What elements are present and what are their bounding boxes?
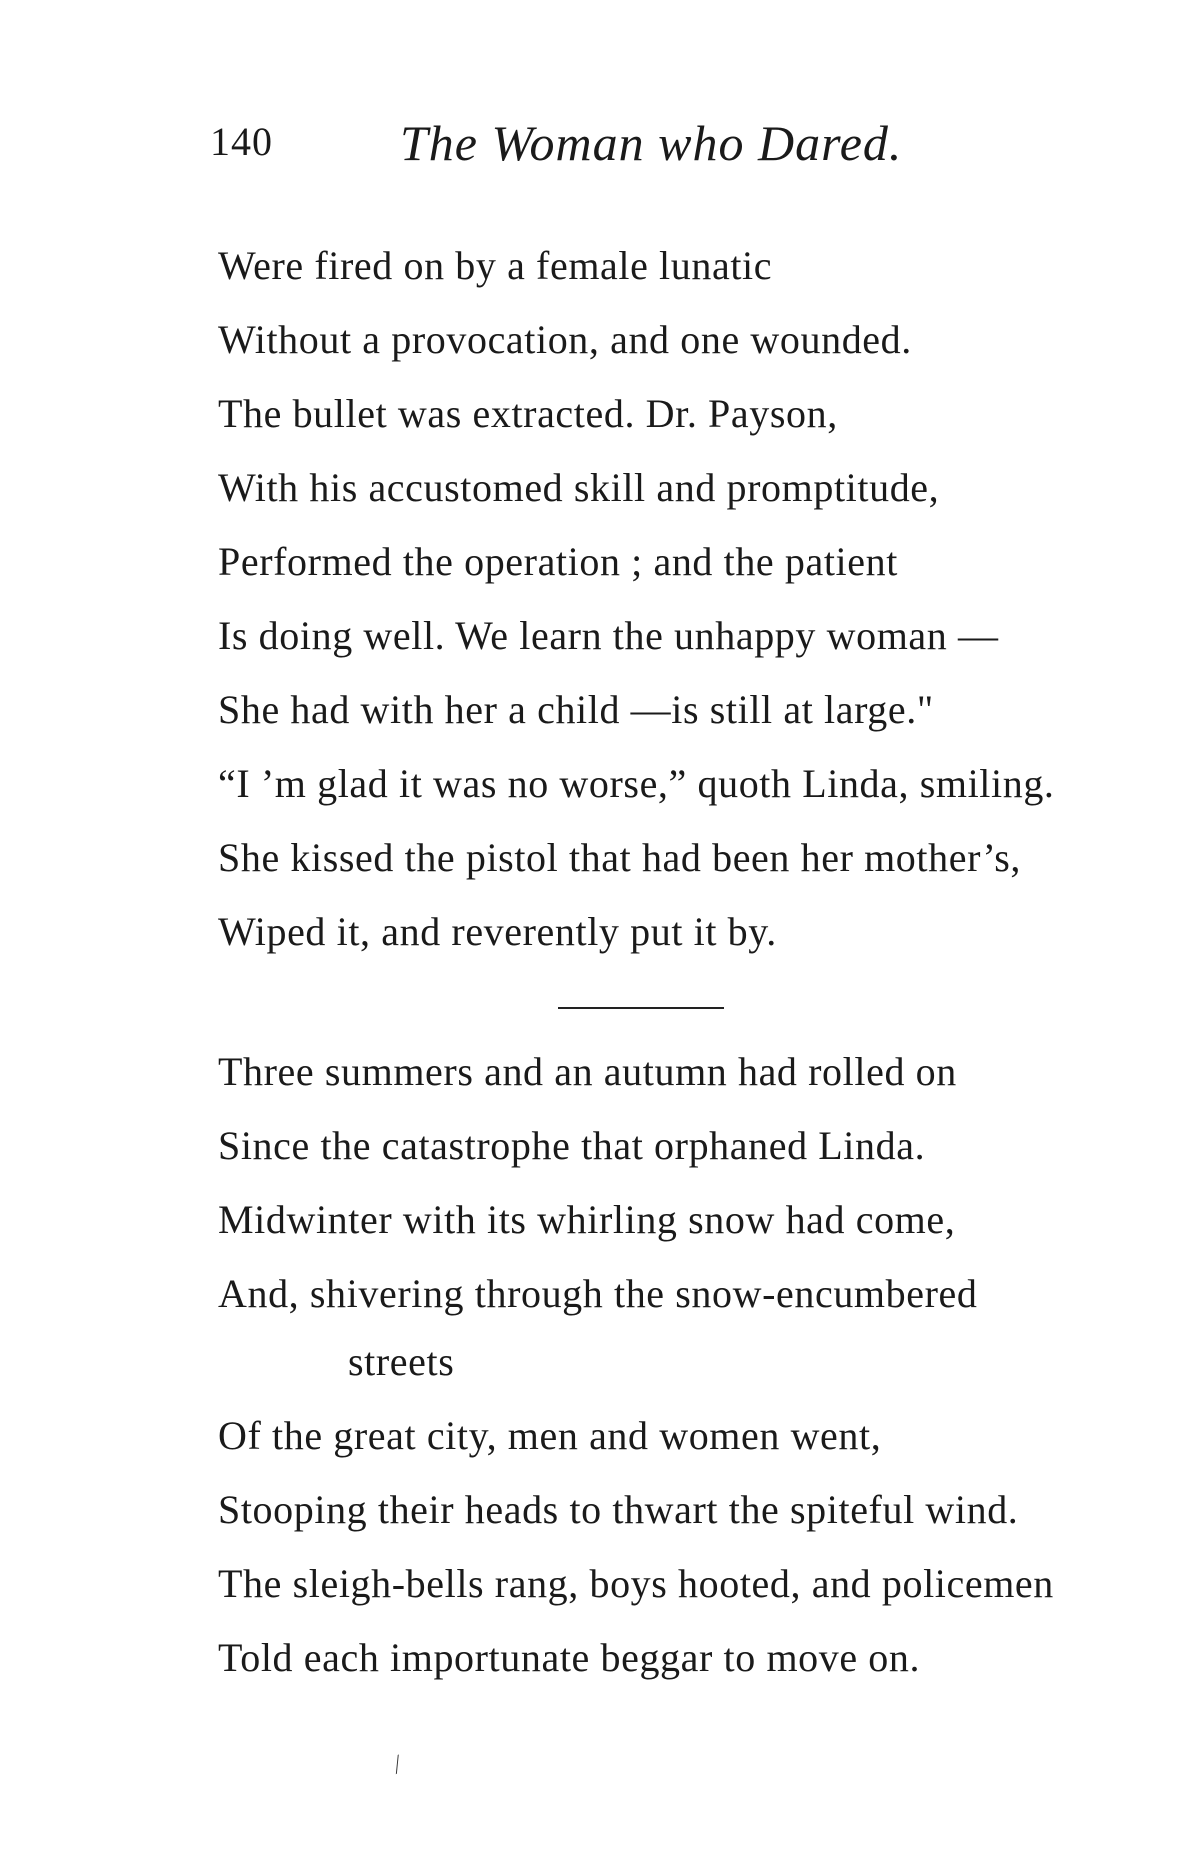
- verse-line: Since the catastrophe that orphaned Linda.: [218, 1123, 926, 1168]
- verse-line: Wiped it, and reverently put it by.: [218, 909, 777, 954]
- verse-line: Is doing well. We learn the unhappy woman —: [218, 613, 999, 658]
- section-divider: [558, 1007, 724, 1009]
- verse-line: Were fired on by a female lunatic: [218, 243, 773, 288]
- verse-line: Told each importunate beggar to move on.: [218, 1635, 921, 1680]
- verse-line: With his accustomed skill and promptitude,: [218, 465, 940, 510]
- verse-line: Midwinter with its whirling snow had come,: [218, 1197, 956, 1242]
- verse-line: Three summers and an autumn had rolled on: [218, 1049, 957, 1094]
- verse-line: Stooping their heads to thwart the spiteful wind.: [218, 1487, 1019, 1532]
- verse-line: Without a provocation, and one wounded.: [218, 317, 912, 362]
- page-number: 140: [210, 119, 273, 164]
- verse-line: The bullet was extracted. Dr. Payson,: [218, 391, 838, 436]
- page-header: [210, 115, 1110, 188]
- verse-line: She kissed the pistol that had been her mother’s,: [218, 835, 1021, 880]
- verse-line: Of the great city, men and women went,: [218, 1413, 882, 1458]
- verse-line: “I ’m glad it was no worse,” quoth Linda, smiling.: [218, 761, 1055, 806]
- verse-line: She had with her a child —is still at large.": [218, 687, 934, 732]
- verse-line: Performed the operation ; and the patient: [218, 539, 898, 584]
- verse-line: And, shivering through the snow-encumbered: [218, 1271, 978, 1316]
- verse-line: The sleigh-bells rang, boys hooted, and policemen: [218, 1561, 1054, 1606]
- running-title: The Woman who Dared.: [400, 115, 903, 171]
- stray-ink-mark: ⁄: [389, 1752, 406, 1778]
- verse-line-continuation: streets: [348, 1339, 455, 1384]
